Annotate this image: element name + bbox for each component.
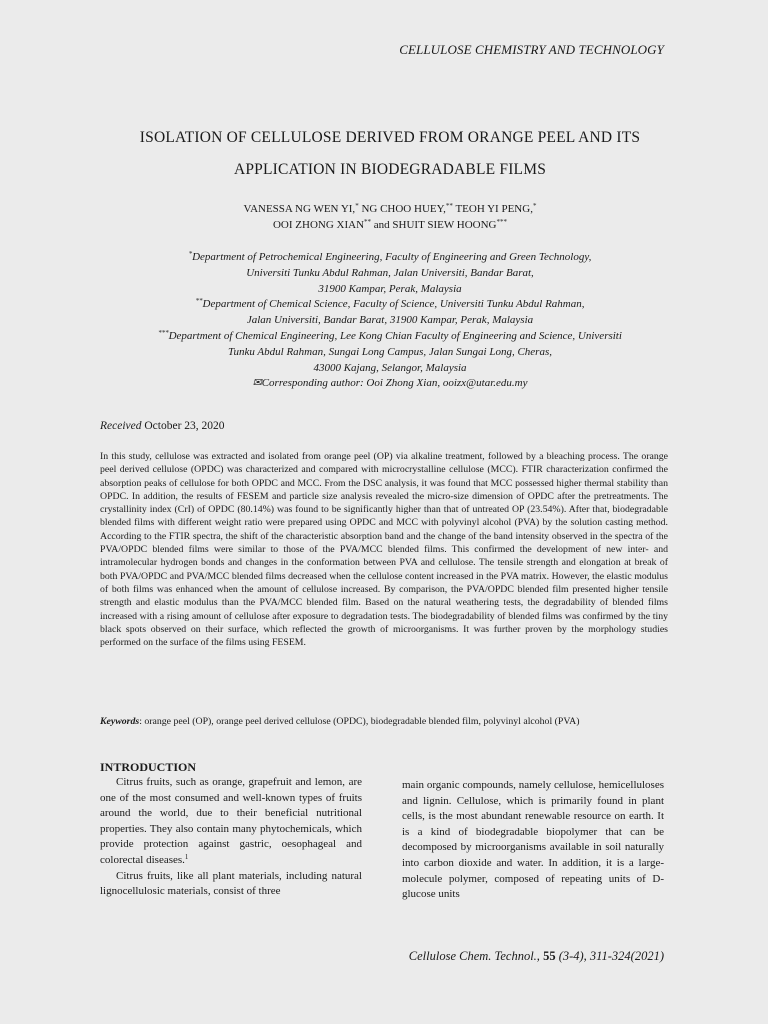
author-name: VANESSA NG WEN YI, [243, 203, 356, 215]
affiliation-mark: * [355, 202, 359, 210]
affiliation-line: Tunku Abdul Rahman, Sungai Long Campus, Jalan Sungai Long, Cheras, [227, 345, 552, 358]
affiliation-mark: ** [445, 202, 453, 210]
received-label: Received [100, 420, 142, 432]
paragraph [100, 775, 362, 869]
affiliation-line [60, 297, 720, 313]
affiliation-line [60, 329, 720, 345]
footer-journal: Cellulose Chem. Technol., [408, 949, 540, 963]
keywords [100, 715, 668, 728]
footer-pages: (3-4), 311-324(2021) [555, 949, 664, 963]
paragraph-text: Citrus fruits, such as orange, grapefruit and lemon, are one of the most consumed and well-known types of fruits around the world, due to their beneficial nutritional properties. They also contain many phytochemicals, which provide protection against gastric, oesophageal and colorectal diseases. [100, 776, 362, 866]
author-line-2 [60, 217, 720, 233]
affiliation-line: 43000 Kajang, Selangor, Malaysia [313, 361, 467, 374]
title-line-1: ISOLATION OF CELLULOSE DERIVED FROM ORANGE PEEL AND ITS [139, 129, 641, 146]
author-name: NG CHOO HUEY, [358, 203, 446, 215]
author-list [60, 201, 720, 233]
right-column [402, 778, 664, 903]
paragraph: main organic compounds, namely cellulose, hemicelluloses and lignin. Cellulose, which is primarily found in plant cells, is the most abundant renewable resource on earth. It is a kind of biodegradable biopolymer that can be decomposed by microorganisms available in soil naturally into carbon dioxide and water. In addition, it is a large-molecule polymer, composed of repeating units of D-glucose units [402, 779, 664, 901]
affiliation-mark: ** [364, 218, 372, 226]
article-title [60, 122, 720, 186]
affiliation-line: Universiti Tunku Abdul Rahman, Jalan Universiti, Bandar Barat, [246, 266, 534, 279]
affiliation-text: Department of Petrochemical Engineering, Faculty of Engineering and Green Technology, [192, 251, 592, 263]
abstract-text: In this study, cellulose was extracted and isolated from orange peel (OP) via alkaline treatment, followed by a bleaching process. The orange peel derived cellulose (OPDC) was characterized and compared with microcrystalline cellulose (MCC). FTIR characterization confirmed the absorption peaks of cellulose for both OPDC and MCC. From the DSC analysis, it was found that MCC possessed higher thermal stability than OPDC. In addition, the results of FESEM and particle size analysis revealed the micro-size dimension of OPDC after the pretreatments. The crystallinity index (CrI) of OPDC (80.14%) was found to be significantly higher than that of untreated OP (23.54%). After that, biodegradable blended films with different weight ratio were prepared using OPDC and MCC with polyvinyl alcohol (PVA) by the solution casting method. According to the FTIR spectra, the shift of the characteristic absorption band and the change of the band intensity observed in the spectra of the PVA/OPDC blended films were similar to those of the PVA/MCC blended films. This confirmed the development of new inter- and intramolecular hydrogen bonds and changes in the conformation between PVA and cellulose. The tensile strength and elongation at break of both PVA/OPDC and PVA/MCC blended films decreased when the cellulose content increased in the PVA matrix. However, the elastic modulus of both films was enhanced when the amount of cellulose increased. By comparison, the PVA/OPDC blended film presented higher tensile strength and elastic modulus than the PVA/MCC blended film. Based on the natural weathering tests, the degradability of blended films increased with a rising amount of cellulose after exposure to degradation tests. The biodegradability of blended films was confirmed by the tiny black spots observed on their surface, which reflected the growth of microorganisms. It was further proven by the morphology studies performed on the surface of the films using FESEM. [100, 451, 668, 649]
page-footer [300, 949, 664, 964]
citation-ref: 1 [184, 852, 189, 861]
left-column [100, 775, 362, 900]
title-line-2: APPLICATION IN BIODEGRADABLE FILMS [233, 161, 547, 178]
received-value: October 23, 2020 [141, 420, 225, 432]
paragraph: Citrus fruits, like all plant materials, including natural lignocellulosic materials, consist of three [100, 869, 362, 898]
author-name: and SHUIT SIEW HOONG [371, 219, 497, 231]
affiliation-line [60, 250, 720, 266]
keywords-label: Keywords [100, 716, 140, 727]
corresponding-author: ✉Corresponding author: Ooi Zhong Xian, ooizx@utar.edu.my [252, 377, 528, 390]
journal-header: CELLULOSE CHEMISTRY AND TECHNOLOGY [399, 42, 664, 57]
keywords-text: : orange peel (OP), orange peel derived cellulose (OPDC), biodegradable blended film, polyvinyl alcohol (PVA) [139, 716, 580, 727]
affiliation-mark: ** [195, 297, 203, 306]
section-heading: INTRODUCTION [100, 760, 197, 774]
affiliation-mark: *** [158, 328, 169, 337]
affiliation-mark: * [188, 250, 193, 258]
affiliations [60, 250, 720, 392]
affiliation-line: 31900 Kampar, Perak, Malaysia [318, 282, 462, 295]
author-name: TEOH YI PENG, [452, 203, 533, 215]
received-date [100, 420, 668, 432]
footer-volume: 55 [543, 949, 556, 963]
affiliation-text: Department of Chemical Engineering, Lee Kong Chian Faculty of Engineering and Science, Universiti [168, 329, 622, 342]
author-line-1 [60, 201, 720, 217]
author-name: OOI ZHONG XIAN [272, 219, 365, 231]
affiliation-mark: *** [496, 218, 508, 226]
affiliation-mark: * [532, 202, 537, 210]
affiliation-line: Jalan Universiti, Bandar Barat, 31900 Kampar, Perak, Malaysia [246, 314, 534, 327]
affiliation-text: Department of Chemical Science, Faculty of Science, Universiti Tunku Abdul Rahman, [202, 298, 585, 311]
